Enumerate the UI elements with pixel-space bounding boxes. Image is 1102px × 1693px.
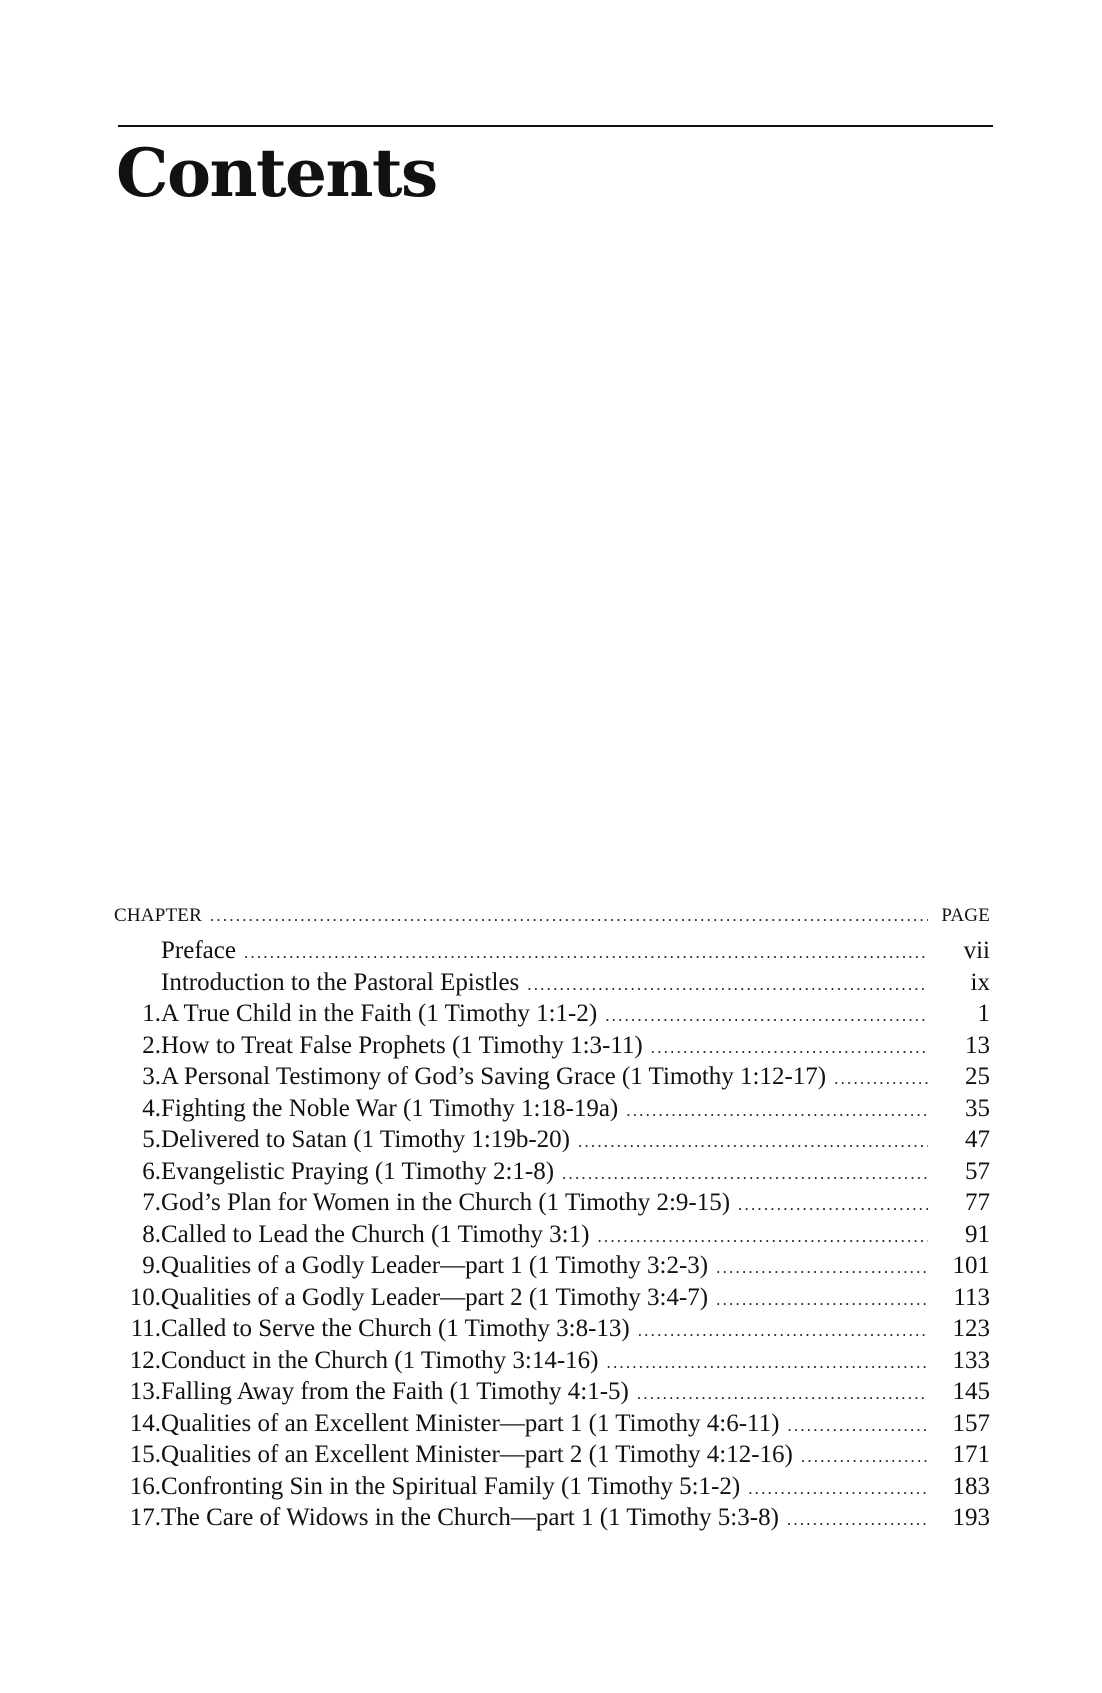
page-number: 1 [977,1000,990,1027]
toc-entry[interactable] [114,1313,990,1345]
dot-leader [597,1221,928,1253]
chapter-title: Preface [161,937,236,964]
chapter-number [114,935,161,967]
chapter-title: Falling Away from the Faith (1 Timothy 4:1-5) [161,1378,629,1405]
page-number: 35 [965,1094,990,1122]
page-number: 25 [965,1063,990,1090]
chapter-number: 10. [129,1283,161,1311]
page-number: 47 [965,1126,990,1153]
chapter-number: 16. [129,1472,161,1500]
chapter-title: A Personal Testimony of God’s Saving Grace (1 Timothy 1:12-17) [161,1063,827,1090]
dot-leader [244,937,928,969]
page-number: 183 [952,1472,990,1500]
dot-leader [605,1000,928,1032]
page-number: 171 [952,1441,990,1468]
chapter-title: Qualities of a Godly Leader—part 1 (1 Timothy 3:2-3) [161,1252,709,1279]
chapter-number: 11. [130,1315,161,1342]
page-number: 145 [952,1378,990,1405]
toc-entry[interactable] [114,1124,990,1156]
title-rule [118,125,993,127]
dot-leader [607,1347,929,1379]
dot-leader [210,906,928,926]
toc-entry[interactable] [114,1439,990,1471]
toc-entry[interactable] [114,1219,990,1251]
chapter-number: 1. [142,1000,161,1027]
dot-leader [637,1378,928,1410]
chapter-number: 9. [142,1252,161,1279]
chapter-number: 13. [129,1378,161,1405]
chapter-title: God’s Plan for Women in the Church (1 Timothy 2:9-15) [161,1189,731,1216]
chapter-number [114,967,161,999]
dot-leader [801,1441,928,1473]
page-number: 101 [952,1252,990,1279]
chapter-column-header: CHAPTER [114,905,202,926]
page-number: 91 [965,1220,990,1248]
chapter-number: 3. [142,1063,161,1090]
chapter-title: The Care of Widows in the Church—part 1 (1 Timothy 5:3-8) [161,1504,779,1531]
toc-entry[interactable] [114,1093,990,1125]
page-number: 77 [965,1189,990,1216]
dot-leader [834,1063,928,1095]
chapter-number: 6. [142,1157,161,1185]
dot-leader [562,1158,928,1190]
toc-entry[interactable] [114,1345,990,1377]
dot-leader [578,1126,928,1158]
chapter-title: Called to Serve the Church (1 Timothy 3:8-13) [161,1315,630,1342]
toc-entry[interactable] [114,1061,990,1093]
chapter-number: 4. [142,1094,161,1122]
chapter-title: Delivered to Satan (1 Timothy 1:19b-20) [161,1126,570,1153]
toc-entry[interactable] [114,1471,990,1503]
page-column-header: PAGE [941,905,990,926]
dot-leader [738,1189,928,1221]
chapter-number: 17. [129,1504,161,1531]
page-number: ix [970,968,990,996]
page-number: 57 [965,1157,990,1185]
page-number: 13 [965,1031,990,1059]
toc-entry[interactable] [114,1282,990,1314]
chapter-number: 12. [129,1346,161,1374]
chapter-number: 7. [142,1189,161,1216]
chapter-title: Fighting the Noble War (1 Timothy 1:18-19a) [161,1094,619,1122]
chapter-title: How to Treat False Prophets (1 Timothy 1:3-11) [161,1031,643,1059]
dot-leader [527,969,928,1001]
chapter-title: Confronting Sin in the Spiritual Family (1 Timothy 5:1-2) [161,1472,741,1500]
page-title: Contents [116,134,437,212]
toc-entry[interactable] [114,1250,990,1282]
chapter-title: Evangelistic Praying (1 Timothy 2:1-8) [161,1157,555,1185]
chapter-number: 14. [129,1409,161,1437]
table-of-contents [114,905,990,1534]
page-number: vii [963,937,990,964]
chapter-title: Qualities of an Excellent Minister—part 2 (1 Timothy 4:12-16) [161,1441,793,1468]
dot-leader [716,1252,928,1284]
page-number: 157 [952,1409,990,1437]
page-number: 113 [953,1283,990,1311]
toc-entry[interactable] [114,1408,990,1440]
page-number: 133 [952,1346,990,1374]
chapter-number: 5. [142,1126,161,1153]
toc-entry[interactable] [114,1030,990,1062]
chapter-title: A True Child in the Faith (1 Timothy 1:1-2) [161,1000,598,1027]
chapter-title: Conduct in the Church (1 Timothy 3:14-16) [161,1346,599,1374]
toc-entry[interactable] [114,1376,990,1408]
page-number: 193 [952,1504,990,1531]
toc-entry[interactable] [114,1187,990,1219]
toc-entry[interactable] [114,998,990,1030]
chapter-number: 15. [129,1441,161,1468]
toc-header [114,905,990,935]
toc-entry[interactable] [114,1502,990,1534]
dot-leader [638,1315,928,1347]
chapter-title: Qualities of a Godly Leader—part 2 (1 Timothy 3:4-7) [161,1283,709,1311]
dot-leader [748,1473,928,1505]
toc-entry[interactable] [114,935,990,967]
dot-leader [787,1410,928,1442]
dot-leader [651,1032,928,1064]
dot-leader [716,1284,928,1316]
chapter-number: 2. [142,1031,161,1059]
page-number: 123 [952,1315,990,1342]
dot-leader [626,1095,928,1127]
chapter-title: Introduction to the Pastoral Epistles [161,968,520,996]
chapter-title: Called to Lead the Church (1 Timothy 3:1) [161,1220,590,1248]
toc-entry[interactable] [114,967,990,999]
chapter-title: Qualities of an Excellent Minister—part 1 (1 Timothy 4:6-11) [161,1409,780,1437]
toc-entry[interactable] [114,1156,990,1188]
chapter-number: 8. [142,1220,161,1248]
dot-leader [787,1504,928,1536]
